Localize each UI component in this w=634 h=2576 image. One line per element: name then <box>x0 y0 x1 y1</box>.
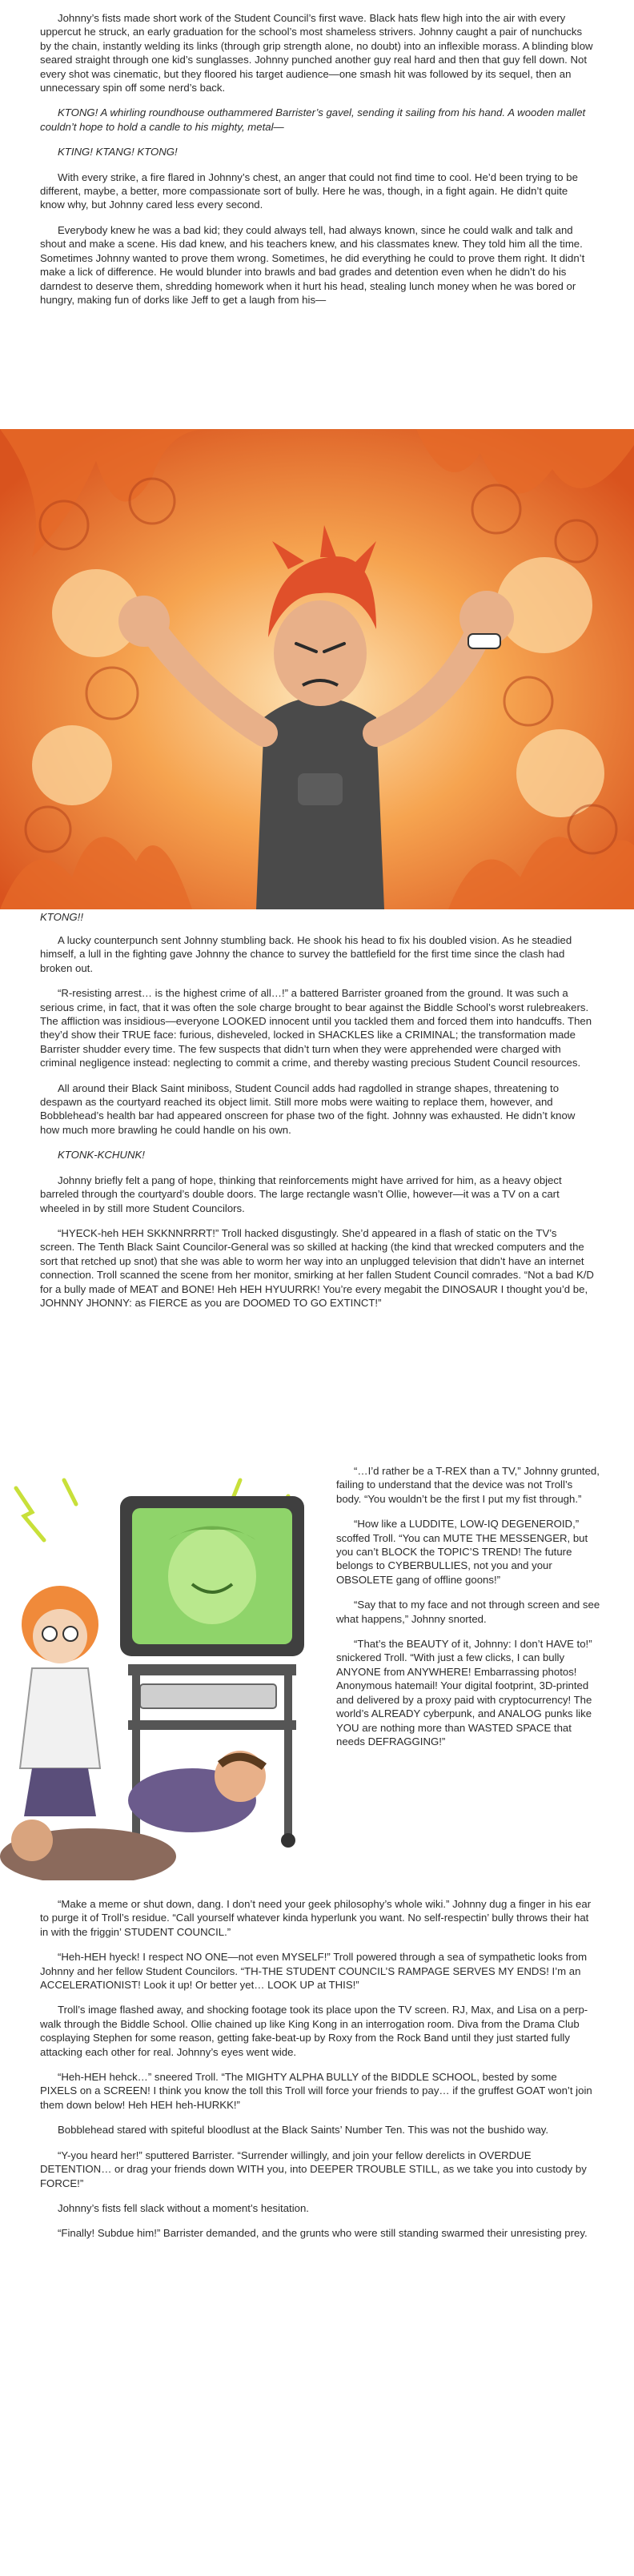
paragraph: “How like a LUDDITE, LOW-IQ DEGENEROID,” scoffed Troll. “You can MUTE THE MESSENGER, but you can’t BLOCK the TOPIC’S TREND! The future belongs to CYBERBULLIES, not you and your OBSOLETE gang of offline goons!” <box>336 1518 588 1586</box>
paragraph: “Say that to my face and not through screen and see what happens,” Johnny snorted. <box>336 1599 600 1625</box>
paragraph: “…I’d rather be a T-REX than a TV,” Johnny grunted, failing to understand that the device was not Troll’s body. “You wouldn’t be the first I put my fist through.” <box>336 1465 600 1505</box>
text-block-bottom <box>40 1897 594 2252</box>
tv-illustration <box>0 1464 320 1880</box>
paragraph: KTING! KTANG! KTONG! <box>58 146 178 158</box>
paragraph: “Heh-HEH hyeck! I respect NO ONE—not even MYSELF!” Troll powered through a sea of sympathetic looks from Johnny and her fellow Student Councilors. “TH-THE STUDENT COUNCIL’S RAMPAGE SERVES MY ENDS! I’m an ACCELERATIONIST! Look it up! Or better yet… LOOK UP at THIS!” <box>40 1951 588 1992</box>
panel-caption: KTONG!! <box>40 911 83 923</box>
paragraph: All around their Black Saint miniboss, Student Council adds had ragdolled in strange shapes, threatening to despawn as the courtyard reached its object limit. Still more mobs were waiting to replace them, however, and Bobblehead’s health bar had appeared onscreen for phase two of the fight. Johnny was exhausted. He didn’t know how much more brawling he could handle on his own. <box>40 1081 576 1136</box>
text-block-mid <box>40 933 594 1321</box>
paragraph: KTONG! A whirling roundhouse outhammered Barrister’s gavel, sending it sailing from his hand. A wooden mallet couldn’t hope to hold a candle to his mighty, metal— <box>40 106 586 133</box>
paragraph: “Y-you heard her!” sputtered Barrister. “Surrender willingly, and join your fellow derelicts in OVERDUE DETENTION… or drag your friends down WITH you, into DEEPER TROUBLE STILL, as we take you into custody by FORCE!” <box>40 2149 587 2189</box>
paragraph: “R-resisting arrest… is the highest crime of all…!” a battered Barrister groaned from the ground. It was such a serious crime, in fact, that it was often the sole charge brought to bear against the Biddle School’s worst rulebreakers. The affliction was insidious—everyone LOOKED innocent until you tackled them and forced them into handcuffs. Then they’d show their TRUE face: furious, disheveled, locked in SHACKLES like a CRIMINAL; the transformation made Barrister shudder every time. The few suspects that didn’t turn when they were apprehended were charged with criminal negligence instead: neglecting to commit a crime, and thereby wasting precious Student Council resources. <box>40 987 592 1069</box>
text-block-top <box>40 11 594 318</box>
paragraph: With every strike, a fire flared in Johnny’s chest, an anger that could not find time to cool. He’d been trying to be different, maybe, a better, more compassionate sort of bully. Here he was, though, in a fight again. He didn’t quite know why, but Johnny cared less every second. <box>40 171 578 211</box>
paragraph: “Heh-HEH hehck…” sneered Troll. “The MIGHTY ALPHA BULLY of the BIDDLE SCHOOL, bested by some PIXELS on a SCREEN! I think you know the toll this Troll will force your friends to pay… if the gruffest GOAT won’t join them down below! Heh HEH heh-HURKK!” <box>40 2071 592 2111</box>
text-block-side <box>336 1464 600 1759</box>
paragraph: A lucky counterpunch sent Johnny stumbling back. He shook his head to fix his doubled vision. As he steadied himself, a lull in the fighting gave Johnny the chance to survey the battlefield for the first time since the clash had broken out. <box>40 934 572 974</box>
paragraph: Everybody knew he was a bad kid; they could always tell, had always known, since he could walk and talk and shout and make a scene. His dad knew, and his teachers knew, and his classmates knew. They told him all the time. Sometimes Johnny wanted to prove them wrong. Sometimes, he did everything he could to prove them right. It didn’t make a lick of difference. He would blunder into brawls and bad grades and detention even when he didn’t do his darndest to deserve them, shredding homework when it hurt his head, stealing lunch money when he was bored or hungry, making fun of dorks like Jeff to get a laugh from his— <box>40 223 585 306</box>
paragraph: Johnny briefly felt a pang of hope, thinking that reinforcements might have arrived for him, as a heavy object barreled through the courtyard’s double doors. The large rectangle wasn’t Ollie, however—it was a TV on a cart wheeled in by still more Student Councilors. <box>40 1174 562 1214</box>
paragraph: Bobblehead stared with spiteful bloodlust at the Black Saints’ Number Ten. This was not the bushido way. <box>58 2124 549 2137</box>
paragraph: “Finally! Subdue him!” Barrister demanded, and the grunts who were still standing swarmed their unresisting prey. <box>58 2227 588 2240</box>
paragraph: Johnny’s fists made short work of the Student Council’s first wave. Black hats flew high into the air with every uppercut he struck, an early graduation for the school’s most shameless strivers. Johnny caught a pair of nunchucks by the chain, instantly welding its links (through grip strength alone, no doubt) into an inflexible morass. A blinding blow seared straight through one kid’s sunglasses. Johnny punched another guy real hard and then that guy fell down. Not every shot was cinematic, but they floored his target audience—one smash hit was followed by its sequel, then an unnecessary spin off some nerd’s back. <box>40 12 593 94</box>
paragraph: “HYECK-heh HEH SKKNNRRRT!” Troll hacked disgustingly. She’d appeared in a flash of static on the TV’s screen. The Tenth Black Saint Councilor-General was so skilled at hacking (the kind that wrecked computers and the sort that retched up snot) that she was able to worm her way into an unplugged television that didn’t have an internet connection. Troll scanned the scene from her monitor, smirking at her fallen Student Council comrades. “Not a bad K/D for a bully made of MEAT and BONE! Heh HEH HYUURRK! You’re every megabit the DINOSAUR I thought you’d be, JOHNNY JHONNY: as FIERCE as you are DOOMED TO GO EXTINCT!” <box>40 1226 594 1309</box>
paragraph: “That’s the BEAUTY of it, Johnny: I don’t HAVE to!” snickered Troll. “With just a few clicks, I can bully ANYONE from ANYWHERE! Embarrassing photos! Anonymous hatemail! Your digital footprint, 3D-printed and delivered by a proxy paid with cryptocurrency! The world’s ALREADY cyberpunk, and ANALOG punks like YOU are nothing more than WASTED SPACE that needs DEFRAGGING!” <box>336 1638 592 1747</box>
paragraph: KTONK-KCHUNK! <box>58 1149 145 1162</box>
paragraph: Troll’s image flashed away, and shocking footage took its place upon the TV screen. RJ, Max, and Lisa on a perp-walk through the Biddle School. Ollie chained up like King Kong in an interrogation room. Diva from the Drama Club cosplaying Stephen for some reason, getting fake-beat-up by Roxy from the Rock Band until they just started fully attacking each other for real. Johnny’s eyes went wide. <box>40 2004 588 2058</box>
fight-illustration <box>0 429 634 909</box>
paragraph: Johnny’s fists fell slack without a moment’s hesitation. <box>58 2201 309 2214</box>
paragraph: “Make a meme or shut down, dang. I don’t need your geek philosophy’s whole wiki.” Johnny dug a finger in his ear to purge it of Troll’s residue. “Call yourself whatever kinda hyperlunk you want. No self-respectin’ bully throws their hat in with the friggin’ STUDENT COUNCIL.” <box>40 1898 592 1938</box>
